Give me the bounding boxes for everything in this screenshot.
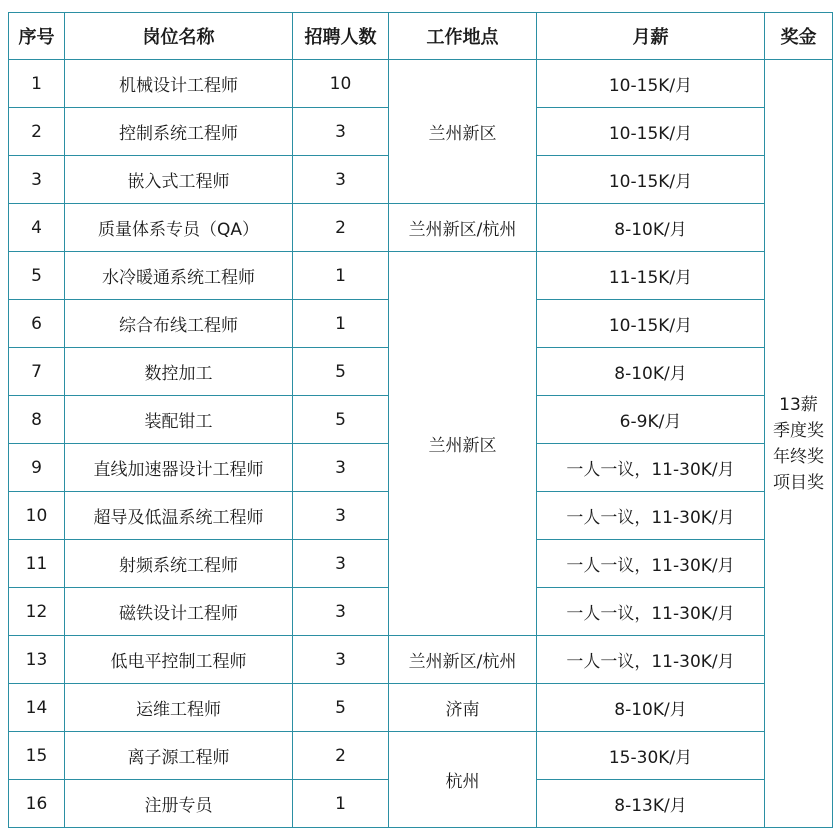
header-index: 序号	[9, 13, 65, 60]
table-row	[9, 60, 833, 108]
table-row	[9, 636, 833, 684]
header-row	[9, 13, 833, 60]
cell-count: 3	[293, 540, 389, 588]
cell-index: 13	[9, 636, 65, 684]
cell-salary: 8-13K/月	[537, 780, 765, 828]
cell-location: 兰州新区/杭州	[389, 636, 537, 684]
cell-position: 质量体系专员（QA）	[65, 204, 293, 252]
table-row	[9, 732, 833, 780]
cell-position: 运维工程师	[65, 684, 293, 732]
cell-count: 5	[293, 348, 389, 396]
cell-count: 3	[293, 108, 389, 156]
cell-location: 兰州新区/杭州	[389, 204, 537, 252]
cell-index: 12	[9, 588, 65, 636]
cell-count: 3	[293, 444, 389, 492]
cell-position: 综合布线工程师	[65, 300, 293, 348]
cell-index: 15	[9, 732, 65, 780]
cell-position: 离子源工程师	[65, 732, 293, 780]
cell-count: 3	[293, 636, 389, 684]
cell-salary: 一人一议，11-30K/月	[537, 492, 765, 540]
cell-position: 控制系统工程师	[65, 108, 293, 156]
cell-position: 低电平控制工程师	[65, 636, 293, 684]
cell-position: 数控加工	[65, 348, 293, 396]
cell-index: 7	[9, 348, 65, 396]
cell-count: 1	[293, 252, 389, 300]
bonus-item: 年终奖	[773, 446, 824, 467]
cell-count: 3	[293, 492, 389, 540]
cell-salary: 6-9K/月	[537, 396, 765, 444]
table-row	[9, 684, 833, 732]
cell-salary: 一人一议，11-30K/月	[537, 540, 765, 588]
cell-index: 4	[9, 204, 65, 252]
cell-location: 杭州	[389, 732, 537, 828]
cell-index: 5	[9, 252, 65, 300]
cell-index: 6	[9, 300, 65, 348]
bonus-item: 季度奖	[773, 420, 824, 441]
header-count: 招聘人数	[293, 13, 389, 60]
cell-location: 兰州新区	[389, 60, 537, 204]
cell-count: 1	[293, 780, 389, 828]
cell-position: 直线加速器设计工程师	[65, 444, 293, 492]
cell-index: 14	[9, 684, 65, 732]
cell-count: 5	[293, 684, 389, 732]
cell-position: 装配钳工	[65, 396, 293, 444]
bonus-item: 13薪	[779, 394, 818, 415]
cell-salary: 10-15K/月	[537, 156, 765, 204]
cell-bonus	[765, 60, 833, 828]
cell-index: 10	[9, 492, 65, 540]
cell-salary: 一人一议，11-30K/月	[537, 636, 765, 684]
cell-position: 超导及低温系统工程师	[65, 492, 293, 540]
cell-index: 1	[9, 60, 65, 108]
cell-index: 2	[9, 108, 65, 156]
cell-salary: 8-10K/月	[537, 348, 765, 396]
bonus-item: 项目奖	[773, 472, 824, 493]
cell-count: 10	[293, 60, 389, 108]
cell-salary: 10-15K/月	[537, 300, 765, 348]
header-position: 岗位名称	[65, 13, 293, 60]
header-salary: 月薪	[537, 13, 765, 60]
cell-salary: 10-15K/月	[537, 60, 765, 108]
cell-index: 8	[9, 396, 65, 444]
cell-count: 3	[293, 156, 389, 204]
cell-count: 5	[293, 396, 389, 444]
cell-index: 3	[9, 156, 65, 204]
cell-position: 磁铁设计工程师	[65, 588, 293, 636]
cell-index: 16	[9, 780, 65, 828]
recruitment-table	[8, 12, 833, 828]
cell-position: 射频系统工程师	[65, 540, 293, 588]
cell-salary: 一人一议，11-30K/月	[537, 588, 765, 636]
cell-location: 兰州新区	[389, 252, 537, 636]
cell-count: 1	[293, 300, 389, 348]
header-location: 工作地点	[389, 13, 537, 60]
header-bonus: 奖金	[765, 13, 833, 60]
cell-count: 2	[293, 732, 389, 780]
cell-index: 9	[9, 444, 65, 492]
cell-position: 水冷暖通系统工程师	[65, 252, 293, 300]
cell-salary: 11-15K/月	[537, 252, 765, 300]
cell-index: 11	[9, 540, 65, 588]
cell-location: 济南	[389, 684, 537, 732]
cell-count: 3	[293, 588, 389, 636]
cell-position: 注册专员	[65, 780, 293, 828]
cell-salary: 一人一议，11-30K/月	[537, 444, 765, 492]
cell-count: 2	[293, 204, 389, 252]
table-row	[9, 252, 833, 300]
cell-position: 机械设计工程师	[65, 60, 293, 108]
cell-salary: 8-10K/月	[537, 204, 765, 252]
cell-salary: 8-10K/月	[537, 684, 765, 732]
cell-position: 嵌入式工程师	[65, 156, 293, 204]
table-row	[9, 204, 833, 252]
cell-salary: 10-15K/月	[537, 108, 765, 156]
cell-salary: 15-30K/月	[537, 732, 765, 780]
